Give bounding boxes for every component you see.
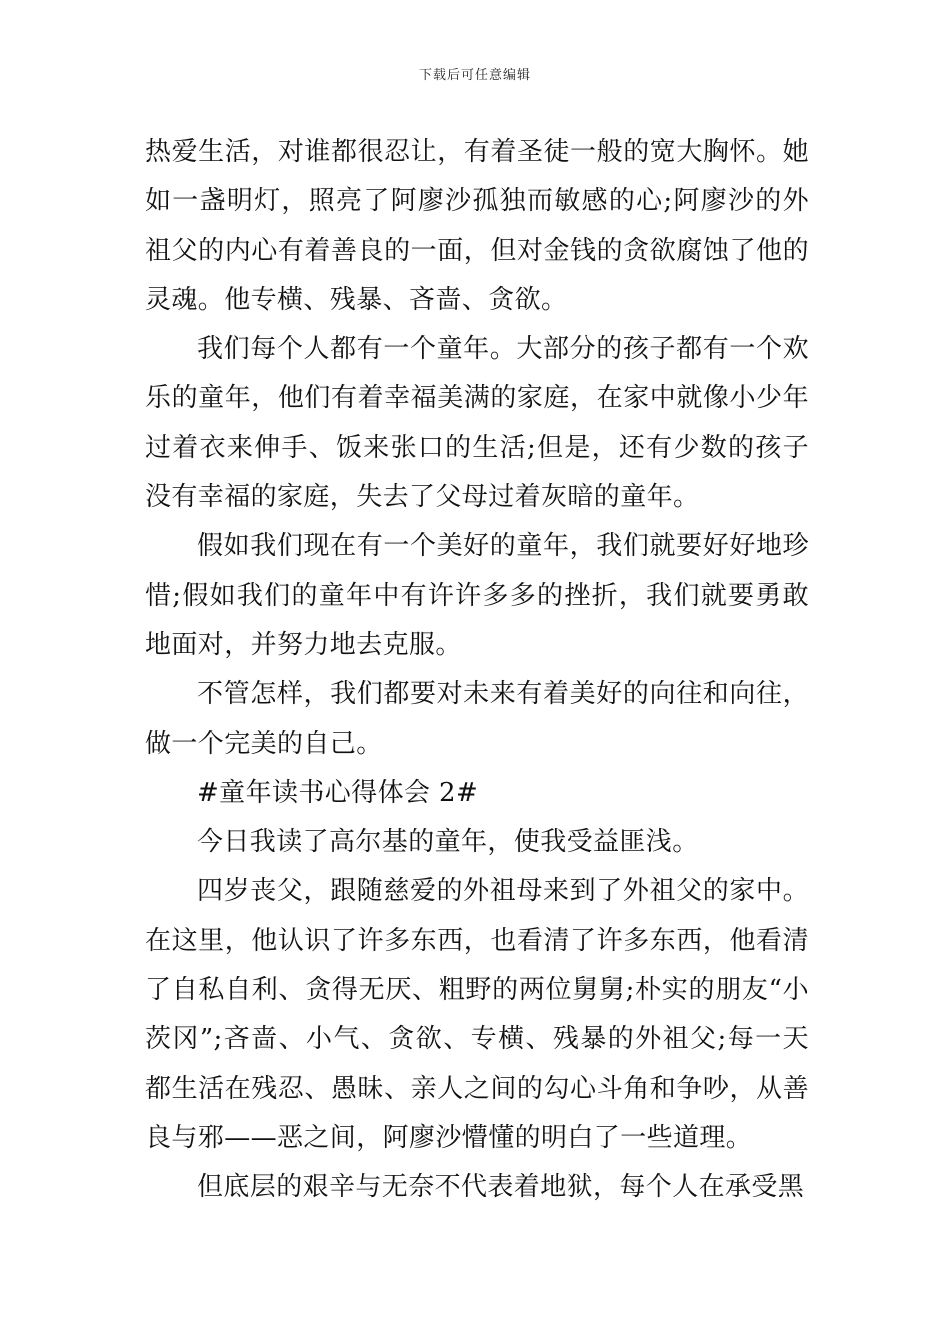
paragraph-6: 四岁丧父，跟随慈爱的外祖母来到了外祖父的家中。在这里，他认识了许多东西，也看清了许多东西，他看清了自私自利、贪得无厌、粗野的两位舅舅;朴实的朋友“小茨冈”;吝啬、小气、贪欲、专横、残暴的外祖父;每一天都生活在残忍、愚昧、亲人之间的勾心斗角和争吵，从善良与邪——恶之间，阿廖沙懵懂的明白了一些道理。 (145, 876, 809, 1153)
paragraph-3: 假如我们现在有一个美好的童年，我们就要好好地珍惜;假如我们的童年中有许许多多的挫折，我们就要勇敢地面对，并努力地去克服。 (145, 531, 809, 660)
paragraph-2: 我们每个人都有一个童年。大部分的孩子都有一个欢乐的童年，他们有着幸福美满的家庭，在家中就像小少年过着衣来伸手、饭来张口的生活;但是，还有少数的孩子没有幸福的家庭，失去了父母过着灰暗的童年。 (145, 334, 809, 513)
paragraph-1-continuation: 热爱生活，对谁都很忍让，有着圣徒一般的宽大胸怀。她如一盏明灯，照亮了阿廖沙孤独而敏感的心;阿廖沙的外祖父的内心有着善良的一面，但对金钱的贪欲腐蚀了他的灵魂。他专横、残暴、吝啬、贪欲。 (145, 137, 809, 315)
paragraph-7: 但底层的艰辛与无奈不代表着地狱，每个人在承受黑 (197, 1172, 805, 1203)
document-body (145, 128, 809, 1213)
paragraph-5: 今日我读了高尔基的童年，使我受益匪浅。 (197, 827, 699, 858)
paragraph-4: 不管怎样，我们都要对未来有着美好的向往和向往，做一个完美的自己。 (145, 679, 809, 759)
section-heading: #童年读书心得体会 2# (197, 777, 479, 808)
page-header-note: 下载后可任意编辑 (418, 68, 531, 83)
